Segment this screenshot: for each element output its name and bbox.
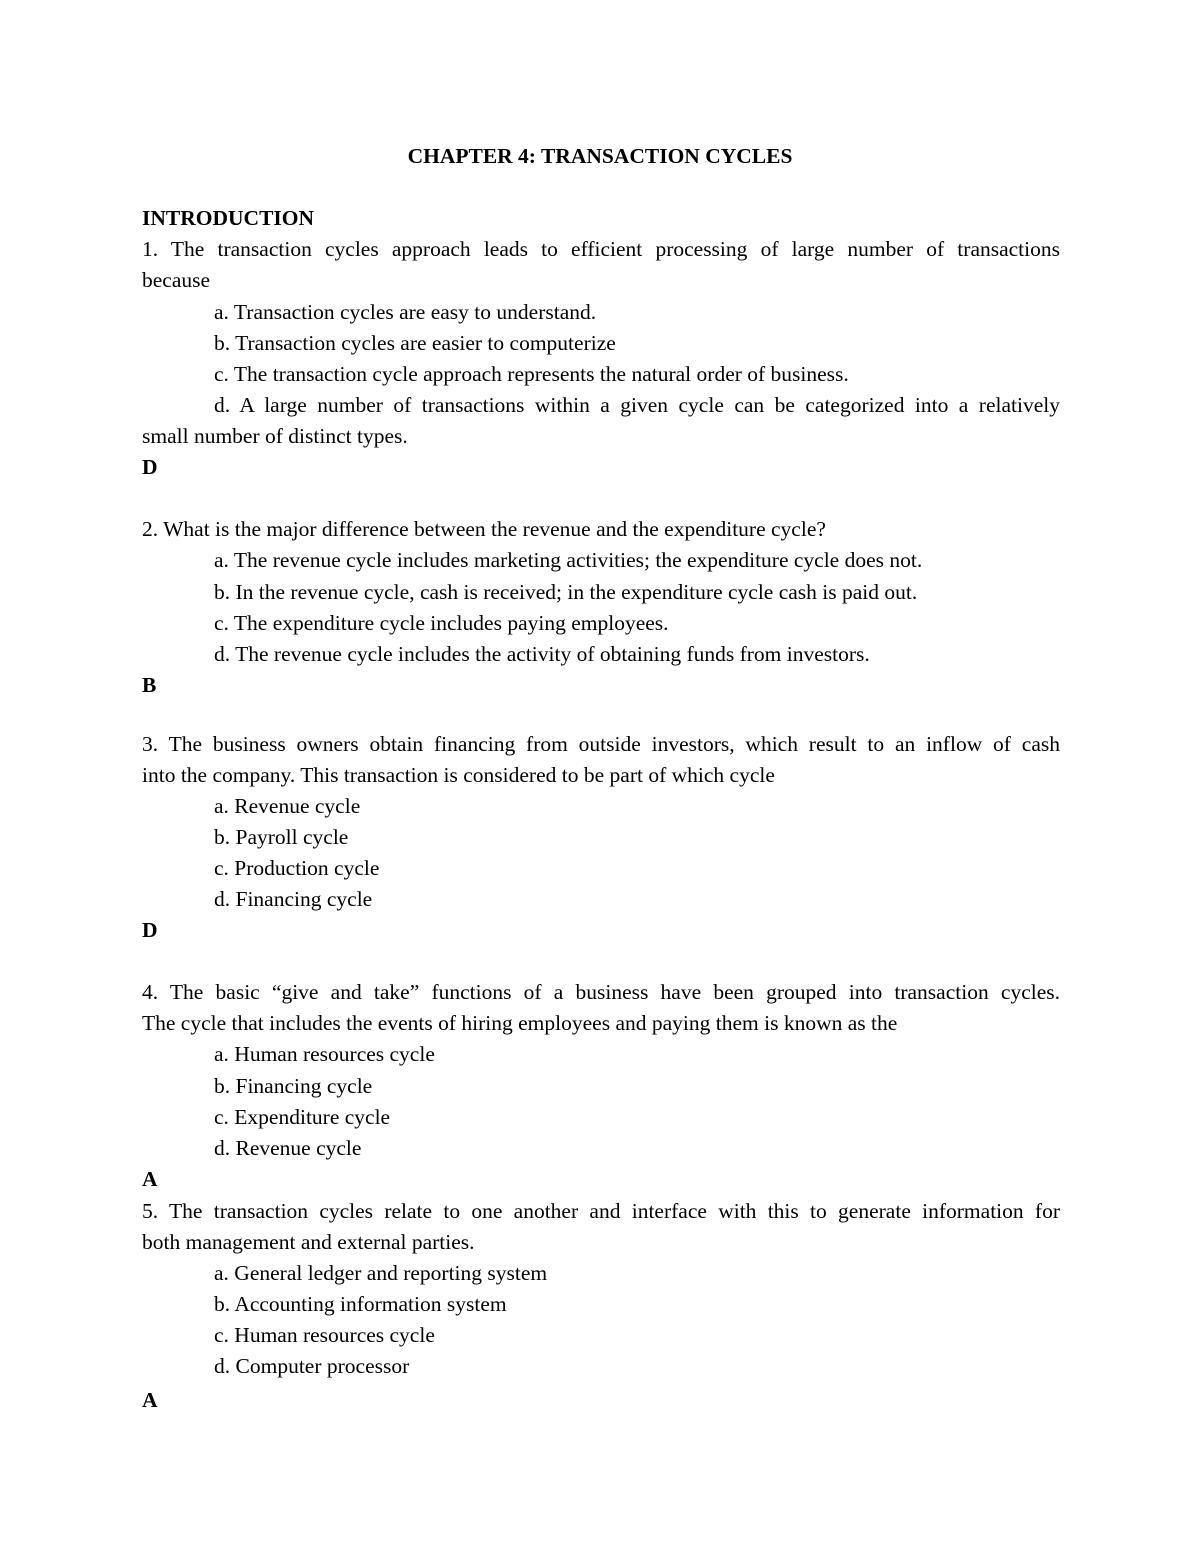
question-5-option-a: a. General ledger and reporting system <box>214 1261 548 1285</box>
section-heading: INTRODUCTION <box>142 206 315 230</box>
question-5-option-b: b. Accounting information system <box>214 1292 507 1316</box>
question-5-stem-line-1: 5. The transaction cycles relate to one another and interface with this to generate information for <box>142 1199 1060 1223</box>
question-4-stem-line-2: The cycle that includes the events of hiring employees and paying them is known as the <box>142 1011 898 1035</box>
question-5-option-c: c. Human resources cycle <box>214 1323 435 1347</box>
question-4-option-b: b. Financing cycle <box>214 1074 373 1098</box>
question-2-option-a: a. The revenue cycle includes marketing activities; the expenditure cycle does not. <box>214 548 923 572</box>
question-1-stem-line-2: because <box>142 268 211 292</box>
question-3-stem-line-2: into the company. This transaction is considered to be part of which cycle <box>142 763 775 787</box>
question-1-option-a: a. Transaction cycles are easy to understand. <box>214 300 597 324</box>
question-2-answer: B <box>142 673 157 697</box>
question-2-stem-line-1: 2. What is the major difference between the revenue and the expenditure cycle? <box>142 517 826 541</box>
page-title: CHAPTER 4: TRANSACTION CYCLES <box>407 144 793 168</box>
question-1-stem-line-1: 1. The transaction cycles approach leads to efficient processing of large number of transactions <box>142 237 1060 261</box>
question-1-answer: D <box>142 455 158 479</box>
question-4-option-d: d. Revenue cycle <box>214 1136 362 1160</box>
question-5-option-d: d. Computer processor <box>214 1354 410 1378</box>
question-4-answer: A <box>142 1167 158 1191</box>
question-5-stem-line-2: both management and external parties. <box>142 1230 475 1254</box>
question-2-option-b: b. In the revenue cycle, cash is received; in the expenditure cycle cash is paid out. <box>214 580 918 604</box>
question-2-option-c: c. The expenditure cycle includes paying employees. <box>214 611 669 635</box>
question-1-option-b: b. Transaction cycles are easier to computerize <box>214 331 616 355</box>
question-2-option-d: d. The revenue cycle includes the activity of obtaining funds from investors. <box>214 642 870 666</box>
question-1-option-d: d. A large number of transactions within a given cycle can be categorized into a relatively <box>214 393 1060 417</box>
question-1-option-d-continuation: small number of distinct types. <box>142 424 408 448</box>
question-3-answer: D <box>142 918 158 942</box>
question-4-option-c: c. Expenditure cycle <box>214 1105 391 1129</box>
question-3-option-a: a. Revenue cycle <box>214 794 361 818</box>
question-5-answer: A <box>142 1388 158 1412</box>
question-4-option-a: a. Human resources cycle <box>214 1042 435 1066</box>
question-3-option-d: d. Financing cycle <box>214 887 373 911</box>
question-4-stem-line-1: 4. The basic “give and take” functions of a business have been grouped into transaction cycles. <box>142 980 1060 1004</box>
question-1-option-c: c. The transaction cycle approach represents the natural order of business. <box>214 362 849 386</box>
question-3-option-c: c. Production cycle <box>214 856 380 880</box>
question-3-stem-line-1: 3. The business owners obtain financing from outside investors, which result to an inflow of cash <box>142 732 1060 756</box>
question-3-option-b: b. Payroll cycle <box>214 825 349 849</box>
